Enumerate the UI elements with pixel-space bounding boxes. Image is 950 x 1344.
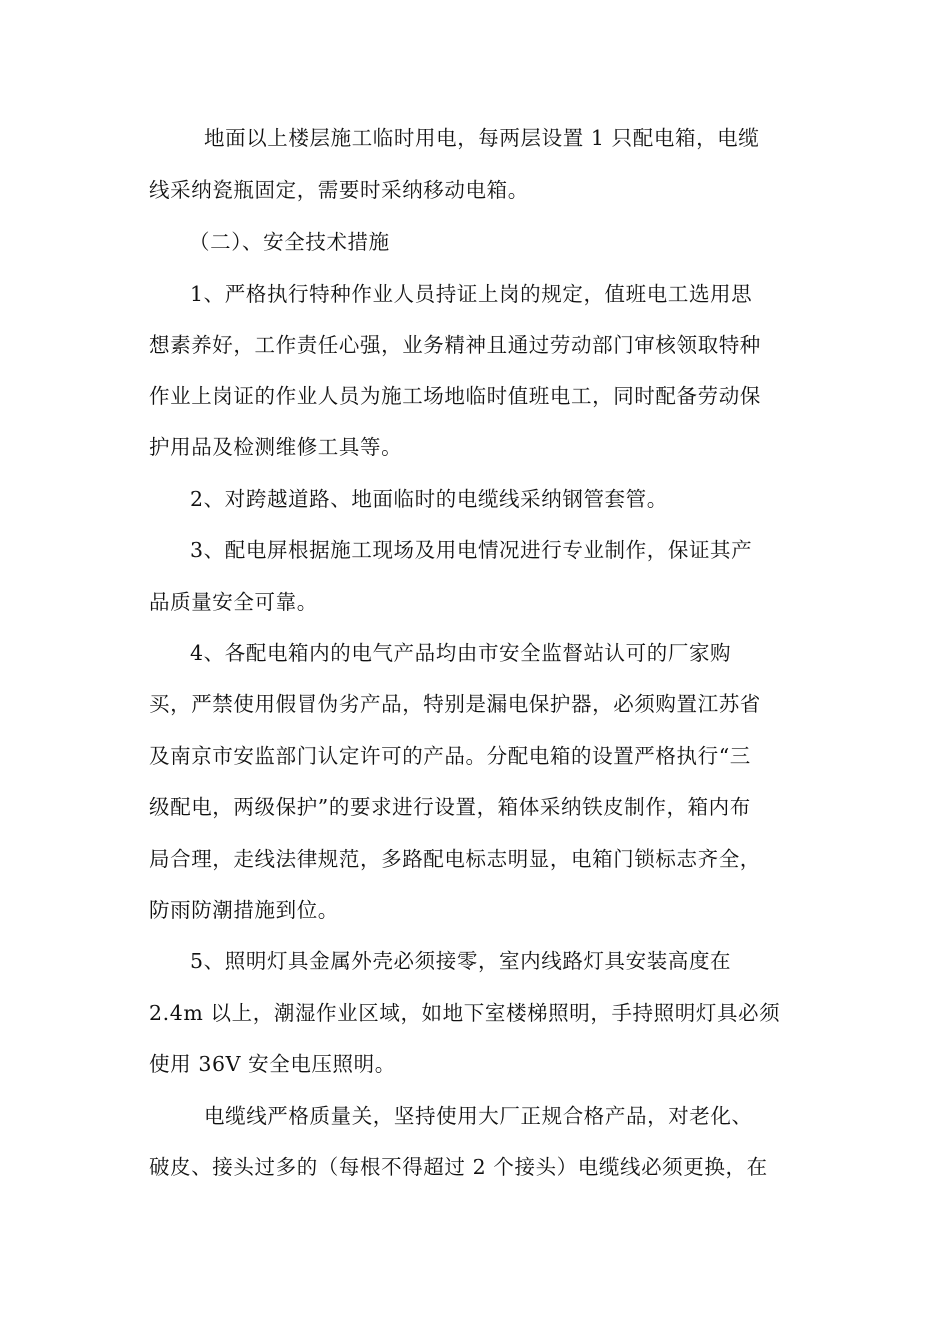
text-line: 4、各配电箱内的电气产品均由市安全监督站认可的厂家购 (190, 641, 732, 665)
text-line: 想素养好，工作责任心强，业务精神且通过劳动部门审核领取特种 (149, 333, 761, 357)
text-line: 买，严禁使用假冒伪劣产品，特别是漏电保护器，必须购置江苏省 (149, 692, 761, 716)
text-line: 5、照明灯具金属外壳必须接零，室内线路灯具安装高度在 (190, 949, 732, 973)
text-line: 线采纳瓷瓶固定，需要时采纳移动电箱。 (149, 178, 529, 202)
text-line: 2、对跨越道路、地面临时的电缆线采纳钢管套管。 (190, 487, 668, 511)
text-line: 地面以上楼层施工临时用电，每两层设置 1 只配电箱，电缆 (204, 126, 760, 150)
text-line: 2.4m 以上，潮湿作业区域，如地下室楼梯照明，手持照明灯具必须 (149, 1001, 781, 1025)
text-line: 级配电，两级保护”的要求进行设置，箱体采纳铁皮制作，箱内布 (149, 795, 751, 819)
text-line: 电缆线严格质量关，坚持使用大厂正规合格产品，对老化、 (204, 1104, 753, 1128)
section-heading: （二）、安全技术措施 (189, 230, 390, 254)
text-line: 品质量安全可靠。 (149, 590, 318, 614)
text-line: 破皮、接头过多的（每根不得超过 2 个接头）电缆线必须更换，在 (149, 1155, 768, 1179)
text-line: 1、严格执行特种作业人员持证上岗的规定，值班电工选用思 (190, 282, 753, 306)
text-line: 使用 36V 安全电压照明。 (149, 1052, 396, 1076)
text-line: 护用品及检测维修工具等。 (149, 435, 403, 459)
text-line: 局合理，走线法律规范，多路配电标志明显，电箱门锁标志齐全， (149, 847, 761, 871)
text-line: 防雨防潮措施到位。 (149, 898, 339, 922)
text-line: 作业上岗证的作业人员为施工场地临时值班电工，同时配备劳动保 (149, 384, 761, 408)
text-line: 及南京市安监部门认定许可的产品。分配电箱的设置严格执行“三 (149, 744, 751, 768)
text-line: 3、配电屏根据施工现场及用电情况进行专业制作，保证其产 (190, 538, 753, 562)
